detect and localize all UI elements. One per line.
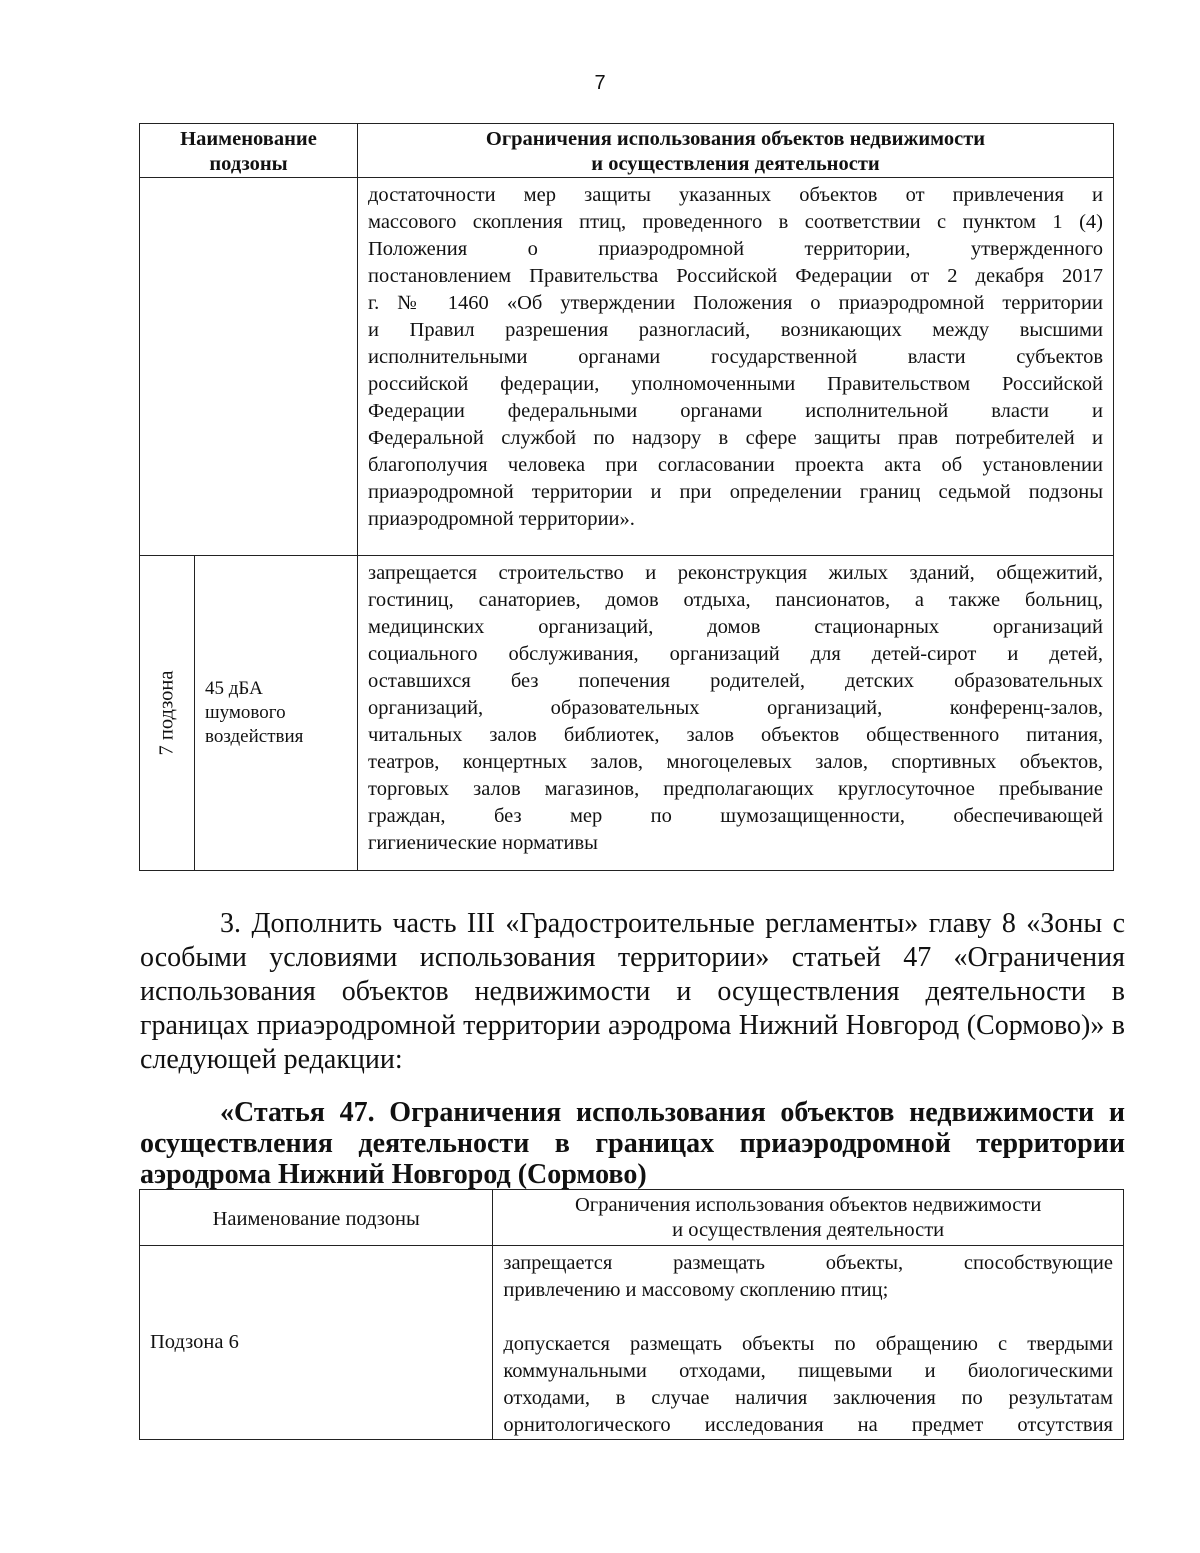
empty-zone-cell: [140, 178, 358, 556]
text-line: российской федерации, уполномоченными Правительством Российской: [368, 373, 1103, 395]
article-47-table: [139, 1189, 1124, 1440]
text-line: достаточности мер защиты указанных объектов от привлечения и: [368, 184, 1103, 206]
text-line: читальных залов библиотек, залов объектов общественного питания,: [368, 724, 1103, 746]
article-heading: «Статья 47. Ограничения использования объектов недвижимости и осуществления деятельности в границах приаэродромной территории аэродрома Нижний Новгород (Сормово): [140, 1097, 1125, 1190]
text-line: запрещается размещать объекты, способствующие: [503, 1252, 1113, 1274]
text-line: приаэродромной территории».: [368, 508, 635, 530]
text-line: отходами, в случае наличия заключения по результатам: [503, 1387, 1113, 1409]
text-line: граждан, без мер по шумозащищенности, обеспечивающей: [368, 805, 1103, 827]
restriction-text-cell: [358, 178, 1114, 556]
header-zone-name: [140, 124, 358, 178]
text-line: привлечению и массовому скоплению птиц;: [503, 1279, 889, 1301]
header-restrictions-line2: и осуществления деятельности: [591, 153, 880, 175]
text-line: торговых залов магазинов, предполагающих круглосуточное пребывание: [368, 778, 1103, 800]
text-line: коммунальными отходами, пищевыми и биологическими: [503, 1360, 1113, 1382]
text-line: Федеральной службой по надзору в сфере защиты прав потребителей и: [368, 427, 1103, 449]
text-line: и Правил разрешения разногласий, возникающих между высшими: [368, 319, 1103, 341]
text-line: благополучия человека при согласовании проекта акта об установлении: [368, 454, 1103, 476]
text-line: допускается размещать объекты по обращению с твердыми: [503, 1333, 1113, 1355]
text-line: приаэродромной территории и при определении границ седьмой подзоны: [368, 481, 1103, 503]
noise-level-line: 45 дБА: [205, 678, 263, 699]
text-line: исполнительными органами государственной власти субъектов: [368, 346, 1103, 368]
text-line: социального обслуживания, организаций для детей-сирот и детей,: [368, 643, 1103, 665]
text-line: Положения о приаэродромной территории, утвержденного: [368, 238, 1103, 260]
header-restrictions: [493, 1190, 1124, 1246]
zone-number-label: 7 подзона: [155, 670, 178, 756]
header-zone-name: Наименование подзоны: [140, 1190, 493, 1246]
text-line: оставшихся без попечения родителей, детских образовательных: [368, 670, 1103, 692]
text-line: театров, концертных залов, многоцелевых залов, спортивных объектов,: [368, 751, 1103, 773]
text-line: гостиниц, санаториев, домов отдыха, пансионатов, а также больниц,: [368, 589, 1103, 611]
table-row: [140, 1246, 1124, 1440]
zone-name-cell: Подзона 6: [140, 1246, 493, 1440]
noise-level-cell: [195, 556, 358, 871]
noise-level-line: шумового: [205, 702, 286, 723]
table-header-row: [140, 1190, 1124, 1246]
page-number: 7: [594, 72, 606, 94]
noise-level-line: воздействия: [205, 726, 304, 747]
header-restrictions: [358, 124, 1114, 178]
text-line: орнитологического исследования на предмет отсутствия: [503, 1414, 1113, 1436]
restrictions-table-continued: [139, 123, 1114, 871]
header-zone-name-text: Наименование подзоны: [180, 128, 317, 175]
header-restrictions-line1: Ограничения использования объектов недвижимости: [485, 128, 986, 150]
header-restrictions-line1: Ограничения использования объектов недвижимости: [575, 1194, 1042, 1216]
text-line: Федерации федеральными органами исполнительной власти и: [368, 400, 1103, 422]
text-line: постановлением Правительства Российской Федерации от 2 декабря 2017: [368, 265, 1103, 287]
table-header-row: [140, 124, 1114, 178]
amendment-paragraph: 3. Дополнить часть III «Градостроительные регламенты» главу 8 «Зоны с особыми условиями использования территории» статьей 47 «Ограничения использования объектов недвижимости и осуществления деятельности в границах приаэродромной территории аэродрома Нижний Новгород (Сормово)» в следующей редакции:: [140, 908, 1125, 1075]
restriction-text-cell: [358, 556, 1114, 871]
text-line: гигиенические нормативы: [368, 832, 598, 854]
text-line: организаций, образовательных организаций, конференц-залов,: [368, 697, 1103, 719]
table-row: [140, 178, 1114, 556]
text-line: запрещается строительство и реконструкция жилых зданий, общежитий,: [368, 562, 1103, 584]
header-restrictions-line2: и осуществления деятельности: [672, 1219, 945, 1241]
table-row: [140, 556, 1114, 871]
text-line: г. № 1460 «Об утверждении Положения о приаэродромной территории: [368, 292, 1103, 314]
restriction-text-cell: [493, 1246, 1124, 1440]
text-line: медицинских организаций, домов стационарных организаций: [368, 616, 1103, 638]
zone-number-cell: [140, 556, 195, 871]
text-line: массового скопления птиц, проведенного в соответствии с пунктом 1 (4): [368, 211, 1103, 233]
